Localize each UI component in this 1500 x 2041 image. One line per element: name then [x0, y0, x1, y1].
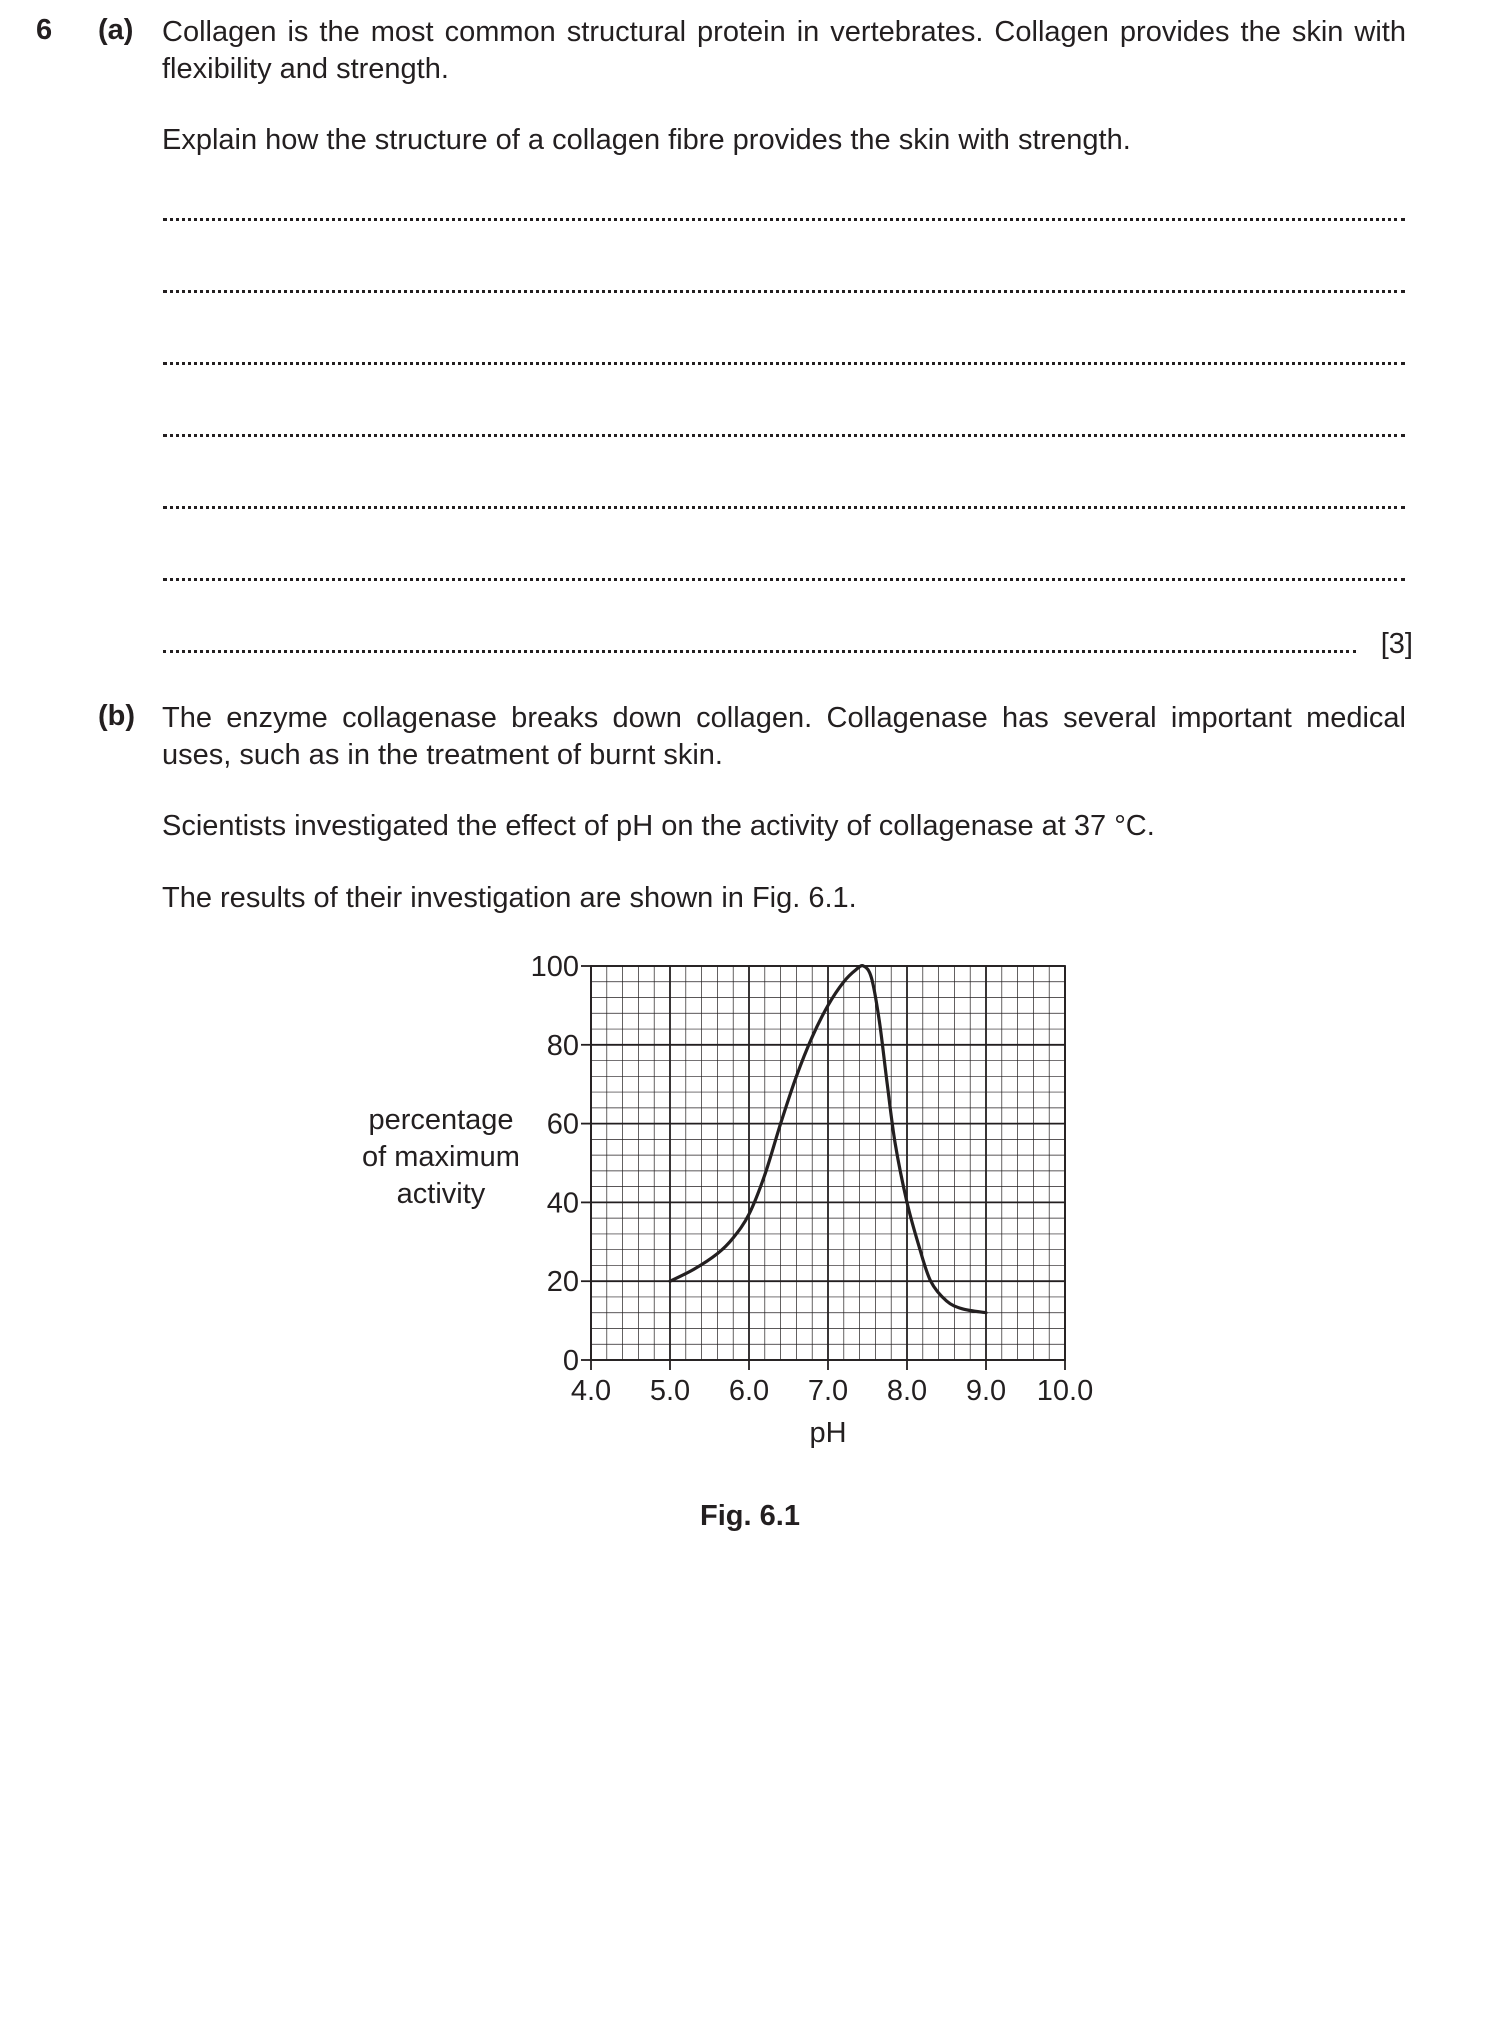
- part-a-intro: Collagen is the most common structural protein in vertebrates. Collagen provides the skin with flexibility and strength.: [162, 16, 1406, 85]
- part-a-label: (a): [98, 14, 134, 46]
- y-axis-label-line: percentage: [368, 1104, 514, 1136]
- axis-ticks: [581, 966, 1065, 1370]
- grid-major: [591, 966, 1065, 1360]
- part-a-prompt: Explain how the structure of a collagen fibre provides the skin with strength.: [162, 124, 1131, 156]
- part-b-label: (b): [98, 700, 136, 732]
- x-tick-label: 5.0: [649, 1375, 691, 1407]
- x-axis-label: pH: [809, 1417, 847, 1449]
- x-tick-label: 7.0: [807, 1375, 849, 1407]
- part-b-results-intro: The results of their investigation are shown in Fig. 6.1.: [162, 882, 857, 914]
- y-axis-label-line: of maximum: [362, 1141, 520, 1173]
- y-tick-label: 80: [546, 1029, 579, 1062]
- x-tick-label: 6.0: [728, 1375, 770, 1407]
- y-tick-label: 0: [562, 1345, 579, 1377]
- y-tick-label: 100: [530, 951, 579, 983]
- x-tick-label: 4.0: [570, 1375, 612, 1407]
- y-tick-label: 40: [546, 1187, 579, 1220]
- part-a-marks: [3]: [1380, 628, 1413, 660]
- part-b-intro: The enzyme collagenase breaks down collagen. Collagenase has several important medical uses, such as in the treatment of burnt skin.: [162, 702, 1406, 771]
- y-axis-label-line: activity: [396, 1178, 486, 1210]
- y-tick-label: 20: [546, 1266, 579, 1299]
- figure-caption: Fig. 6.1: [700, 1500, 800, 1532]
- y-tick-label: 60: [546, 1108, 579, 1141]
- part-b-method: Scientists investigated the effect of pH on the activity of collagenase at 37 °C.: [162, 810, 1155, 842]
- question-number: 6: [36, 14, 53, 46]
- x-tick-label: 8.0: [886, 1375, 928, 1407]
- y-axis-label: [362, 1104, 520, 1210]
- x-tick-label: 9.0: [965, 1375, 1007, 1407]
- x-tick-label: 10.0: [1036, 1375, 1094, 1407]
